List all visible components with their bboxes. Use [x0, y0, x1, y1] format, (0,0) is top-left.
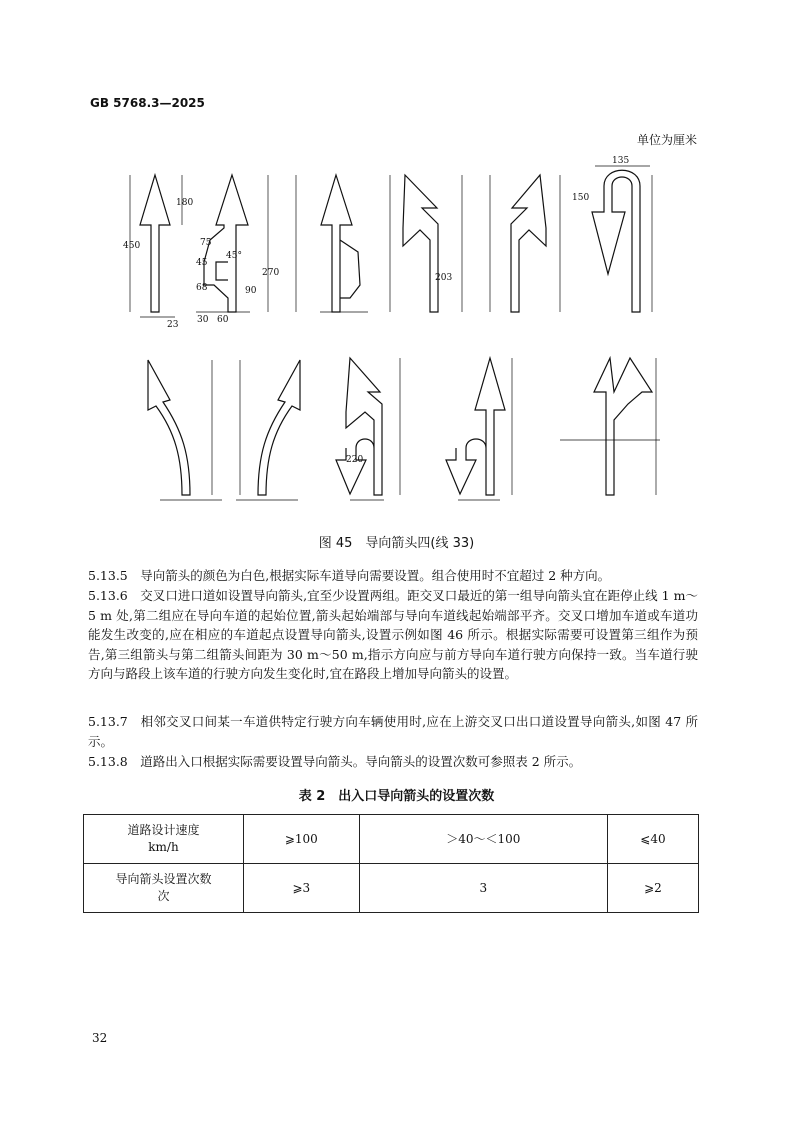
dim-label: 45°: [226, 251, 242, 261]
dim-label: 45: [196, 258, 208, 268]
section-5-13-5: [88, 566, 698, 586]
arrow-straight-uturn: [446, 358, 505, 495]
arrow-straight-right: [321, 175, 360, 312]
section-5-13-6: [88, 586, 698, 684]
table-cell: ⩾2: [607, 864, 698, 913]
settings-table: [83, 814, 699, 913]
standard-code: GB 5768.3—2025: [90, 96, 205, 110]
dim-label: 270: [262, 268, 280, 278]
table-cell: ＞40～＜100: [359, 815, 607, 864]
section-number: 5.13.5: [88, 568, 128, 583]
dimension-text: [123, 156, 629, 465]
section-text: 相邻交叉口间某一车道供特定行驶方向车辆使用时,应在上游交叉口出口道设置导向箭头,如图 47 所示。: [88, 714, 698, 749]
figure-45-drawing: [0, 0, 793, 530]
arrow-curve-left: [148, 360, 190, 495]
page-number: 32: [92, 1031, 108, 1045]
section-number: 5.13.8: [88, 754, 128, 769]
table-caption: 表 2 出入口导向箭头的设置次数: [298, 789, 495, 804]
dimension-lines: [130, 166, 660, 500]
dim-label: 180: [176, 198, 194, 208]
section-text: 导向箭头的颜色为白色,根据实际车道导向需要设置。组合使用时不宜超过 2 种方向。: [140, 568, 611, 583]
section-number: 5.13.6: [88, 588, 128, 603]
row-header: 道路设计速度 km/h: [84, 815, 244, 864]
dim-label: 135: [612, 156, 630, 166]
dim-label: 150: [572, 193, 590, 203]
dim-label: 203: [435, 273, 453, 283]
dim-label: 60: [217, 315, 229, 325]
dim-label: 75: [200, 238, 212, 248]
table-row: [84, 864, 699, 913]
figure-caption: 图 45 导向箭头四(线 33): [318, 536, 475, 551]
arrow-left-turn: [403, 175, 438, 312]
arrow-right-turn: [511, 175, 546, 312]
row-header: 导向箭头设置次数 次: [84, 864, 244, 913]
section-text: 道路出入口根据实际需要设置导向箭头。导向箭头的设置次数可参照表 2 所示。: [140, 754, 582, 769]
section-number: 5.13.7: [88, 714, 128, 729]
dim-label: 90: [245, 286, 257, 296]
arrow-curve-right: [258, 360, 300, 495]
table-cell: ⩽40: [607, 815, 698, 864]
section-5-13-7: [88, 712, 698, 751]
table-row: [84, 815, 699, 864]
section-text: 交叉口进口道如设置导向箭头,宜至少设置两组。距交叉口最近的第一组导向箭头宜在距停止线 1 m～5 m 处,第二组应在导向车道的起始位置,箭头起始端部与导向车道线起始端部平齐。交叉口增加车道或车道功能发生改变的,应在相应的车道起点设置导向箭头,设置示例如图 46 所示。根据实际需要可设置第三组作为预告,第三组箭头与第二组箭头间距为 30 m～50 m,指示方向应与前方导向车道行驶方向保持一致。当车道行驶方向与路段上该车道的行驶方向发生变化时,宜在路段上增加导向箭头的设置。: [88, 588, 698, 682]
dim-label: 68: [196, 283, 208, 293]
dim-label: 450: [123, 241, 141, 251]
table-cell: 3: [359, 864, 607, 913]
arrow-left-right: [594, 358, 652, 495]
arrow-straight: [140, 175, 170, 312]
dim-label: 220: [346, 455, 364, 465]
table-cell: ⩾100: [244, 815, 360, 864]
arrow-shapes: [140, 170, 652, 495]
arrow-left-uturn: [336, 358, 382, 495]
table-cell: ⩾3: [244, 864, 360, 913]
unit-note: 单位为厘米: [636, 133, 697, 147]
dim-label: 23: [167, 320, 179, 330]
dim-label: 30: [197, 315, 209, 325]
arrow-u-turn: [592, 170, 640, 312]
section-5-13-8: [88, 752, 698, 772]
